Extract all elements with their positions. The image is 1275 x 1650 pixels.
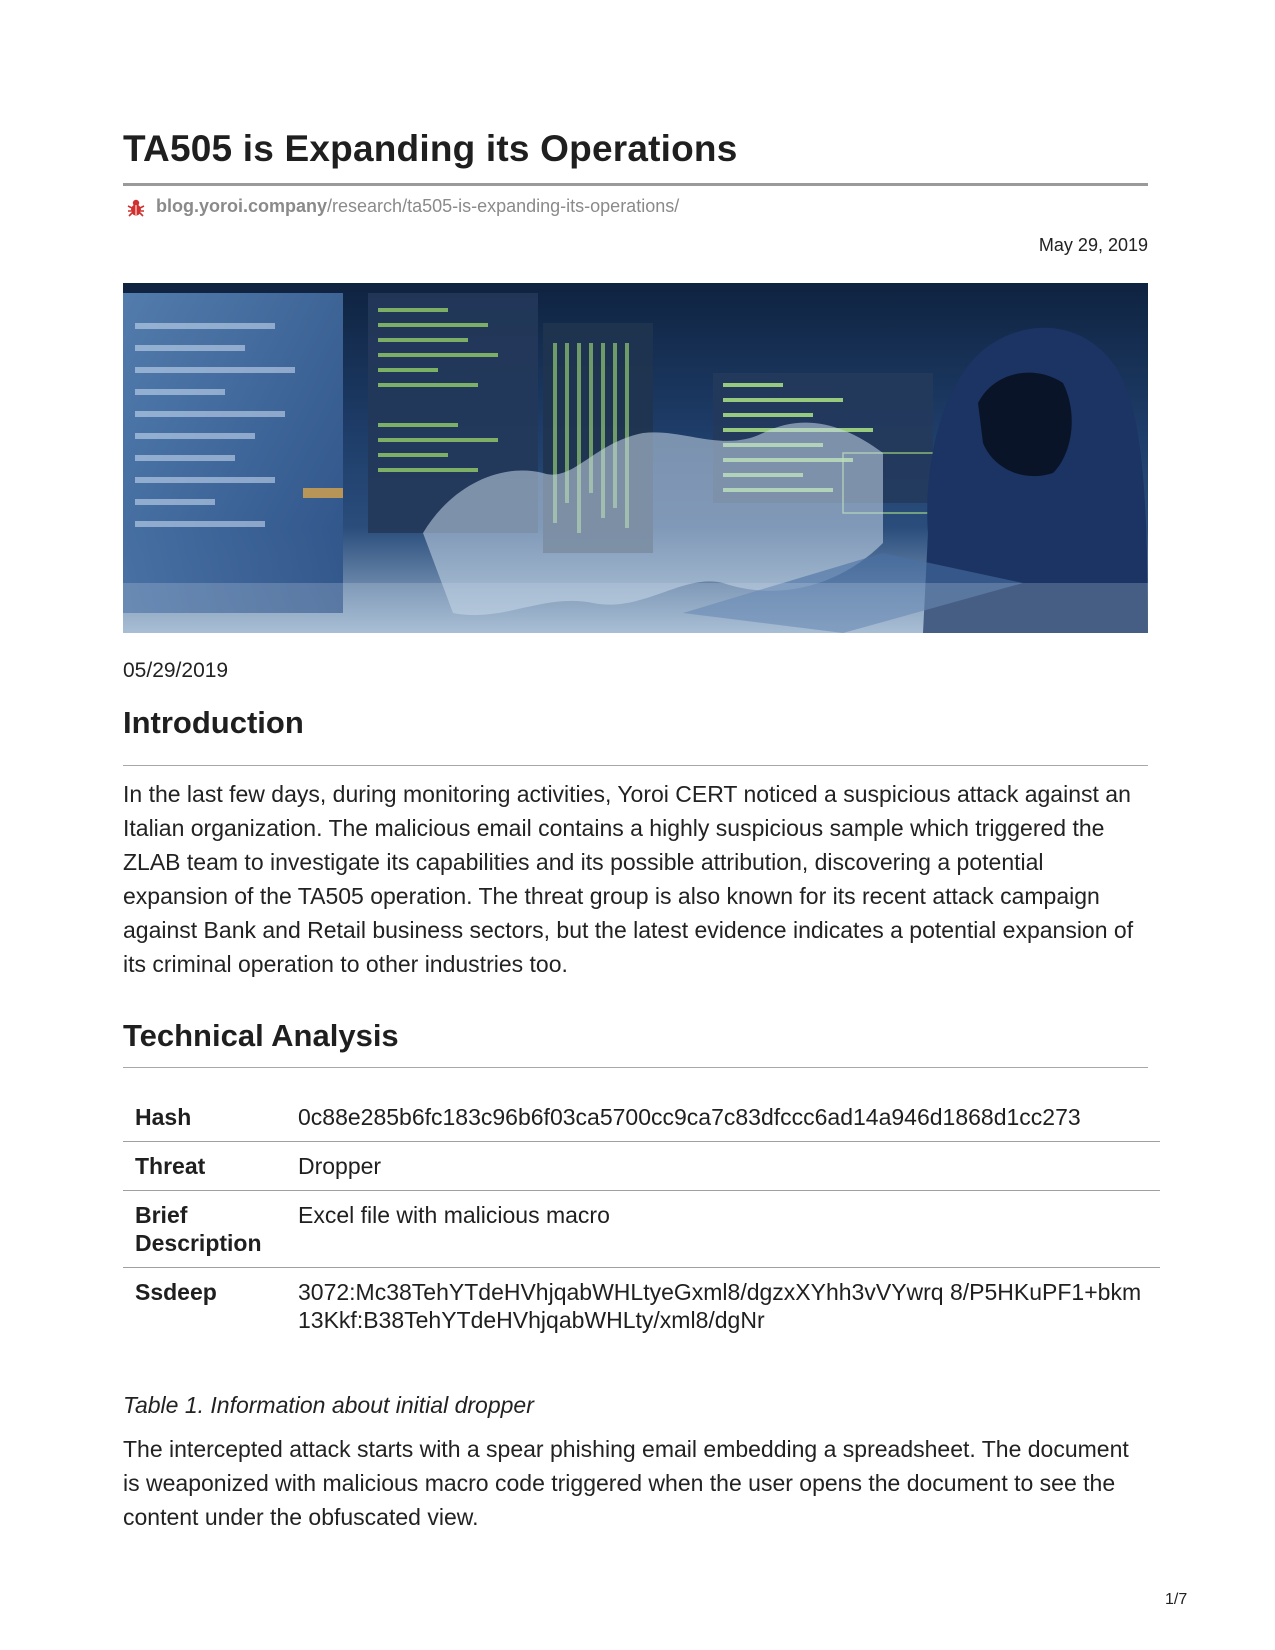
hacker-illustration xyxy=(123,283,1148,633)
table-row xyxy=(123,1191,1160,1268)
section-divider xyxy=(123,1067,1148,1068)
section-heading-technical-analysis: Technical Analysis xyxy=(123,1018,399,1053)
article-date: 05/29/2019 xyxy=(123,659,229,682)
source-host: blog.yoroi.company xyxy=(156,196,328,216)
table-key: Threat xyxy=(123,1142,286,1191)
table-value: Dropper xyxy=(286,1142,1160,1191)
table-row xyxy=(123,1093,1160,1142)
article-title: TA505 is Expanding its Operations xyxy=(123,128,738,169)
table-row xyxy=(123,1268,1160,1345)
table-value: Excel file with malicious macro xyxy=(286,1191,1160,1268)
table-key: Ssdeep xyxy=(135,1279,217,1305)
table-value: 3072:Mc38TehYTdeHVhjqabWHLtyeGxml8/dgzxXYhh3vVYwrq 8/P5HKuPF1+bkm13Kkf:B38TehYTdeHVhjqabWHLty/xml8/dgNr xyxy=(298,1279,1142,1333)
analysis-paragraph: The intercepted attack starts with a spear phishing email embedding a spreadsheet. The document is weaponized with malicious macro code triggered when the user opens the document to see the content under the obfuscated view. xyxy=(123,1436,1129,1530)
published-date: May 29, 2019 xyxy=(1038,235,1148,255)
title-divider xyxy=(123,183,1148,186)
table-row xyxy=(123,1142,1160,1191)
dropper-info-table xyxy=(123,1093,1160,1344)
red-bug-icon xyxy=(126,197,146,217)
table-caption: Table 1. Information about initial dropper xyxy=(123,1392,534,1418)
source-link[interactable] xyxy=(126,196,679,217)
page-number: 1/7 xyxy=(1165,1591,1188,1608)
hero-image xyxy=(123,283,1148,633)
table-key: Hash xyxy=(123,1093,286,1142)
intro-paragraph: In the last few days, during monitoring activities, Yoroi CERT noticed a suspicious attack against an Italian organization. The malicious email contains a highly suspicious sample which triggered the ZLAB team to investigate its capabilities and its possible attribution, discovering a potential expansion of the TA505 operation. The threat group is also known for its recent attack campaign against Bank and Retail business sectors, but the latest evidence indicates a potential expansion of its criminal operation to other industries too. xyxy=(123,781,1134,977)
table-value: 0c88e285b6fc183c96b6f03ca5700cc9ca7c83dfccc6ad14a946d1868d1cc273 xyxy=(286,1093,1160,1142)
table-key: Brief Description xyxy=(123,1191,286,1268)
section-heading-introduction: Introduction xyxy=(123,705,304,740)
section-divider xyxy=(123,765,1148,766)
source-path: /research/ta505-is-expanding-its-operations/ xyxy=(327,196,680,216)
